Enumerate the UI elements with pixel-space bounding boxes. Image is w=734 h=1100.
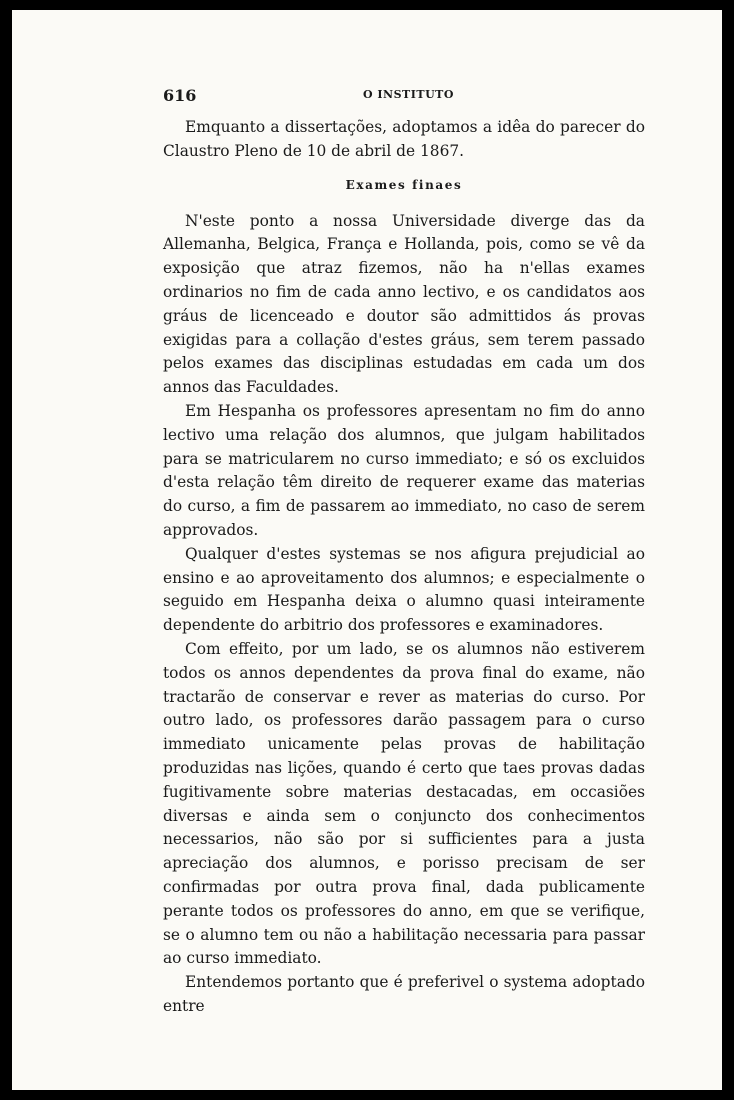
body-paragraph: Em Hespanha os professores apresentam no fim do anno lectivo uma relação dos alumnos, que julgam habilitados para se matricularem no curso immediato; e só os excluidos d'esta relação têm direito de requerer exame das materias do curso, a fim de passarem ao immediato, no caso de serem approvados.	[163, 401, 645, 539]
body-paragraph: N'este ponto a nossa Universidade diverge das da Allemanha, Belgica, França e Hollanda, pois, como se vê da exposição que atraz fizemos, não ha n'ellas exames ordinarios no fim de cada anno lectivo, e os candidatos aos gráus de licenceado e doutor são admittidos ás provas exigidas para a collação d'estes gráus, sem terem passado pelos exames das disciplinas estudadas em cada um dos annos das Faculdades.	[163, 211, 645, 397]
book-page	[12, 10, 722, 1090]
body-paragraph: Com effeito, por um lado, se os alumnos não estiverem todos os annos dependentes da prova final do exame, não tractarão de conservar e rever as materias do curso. Por outro lado, os professores darão passagem para o curso immediato unicamente pelas provas de habilitação produzidas nas lições, quando é certo que taes provas dadas fugitivamente sobre materias destacadas, em occasiões diversas e ainda sem o conjuncto dos conhecimentos necessarios, não são por si sufficientes para a justa apreciação dos alumnos, e porisso precisam de ser confirmadas por outra prova final, dada publicamente perante todos os professores do anno, em que se verifique, se o alumno tem ou não a habilitação necessaria para passar ao curso immediato.	[163, 639, 645, 968]
intro-paragraph: Emquanto a dissertações, adoptamos a idêa do parecer do Claustro Pleno de 10 de abril de 1867.	[163, 118, 645, 160]
page-content	[163, 86, 645, 1019]
page-header	[163, 86, 645, 108]
section-heading: Exames finaes	[345, 177, 463, 192]
body-paragraph-continued: Entendemos portanto que é preferivel o systema adoptado entre	[163, 973, 645, 1015]
running-title: O INSTITUTO	[363, 88, 454, 101]
page-number: 616	[163, 86, 197, 105]
body-paragraph: Qualquer d'estes systemas se nos afigura prejudicial ao ensino e ao aproveitamento dos alumnos; e especialmente o seguido em Hespanha deixa o alumno quasi inteiramente dependente do arbitrio dos professores e examinadores.	[163, 544, 645, 635]
